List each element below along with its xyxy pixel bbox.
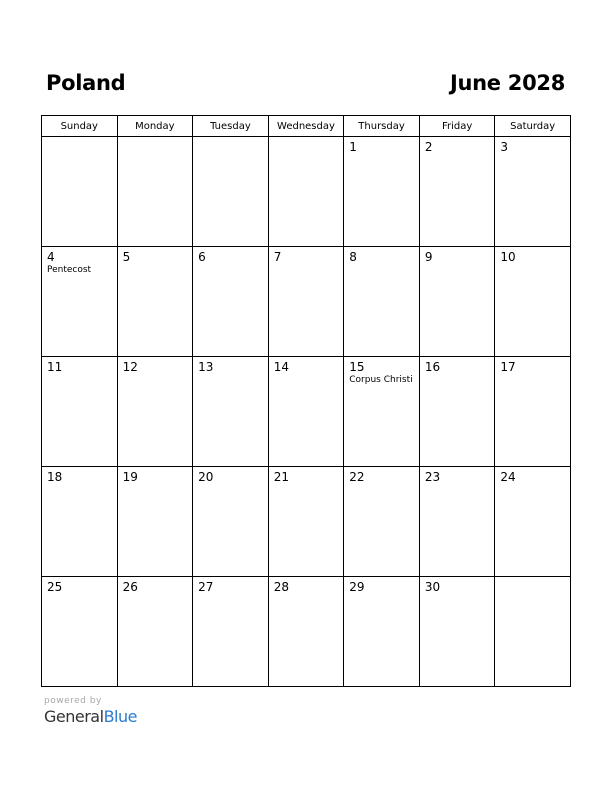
day-cell <box>193 247 269 357</box>
day-number: 16 <box>424 360 441 374</box>
day-cell <box>419 357 495 467</box>
day-cell <box>495 577 571 687</box>
day-number: 27 <box>198 580 214 594</box>
day-number: 20 <box>198 470 214 484</box>
day-number: 17 <box>500 360 516 374</box>
day-cell <box>42 577 118 687</box>
day-cell <box>268 247 344 357</box>
day-number: 4 <box>47 250 55 264</box>
day-cell <box>344 467 420 577</box>
day-cell <box>344 137 420 247</box>
day-cell <box>268 137 344 247</box>
day-number: 8 <box>349 250 357 264</box>
day-number: 26 <box>122 580 138 594</box>
calendar-grid <box>41 115 571 687</box>
day-cell <box>344 577 420 687</box>
day-cell <box>42 137 118 247</box>
brand-part-blue: Blue <box>103 707 137 726</box>
day-number: 13 <box>198 360 214 374</box>
day-cell <box>419 467 495 577</box>
day-cell <box>419 247 495 357</box>
week-row <box>42 357 571 467</box>
day-cell <box>117 467 193 577</box>
day-number: 28 <box>273 580 289 594</box>
day-number: 30 <box>424 580 441 594</box>
footer-branding <box>44 696 137 726</box>
day-cell <box>193 137 269 247</box>
weekday-header: Sunday <box>42 116 118 137</box>
holiday-label: Corpus Christi <box>349 375 413 385</box>
day-cell <box>344 357 420 467</box>
country-title: Poland <box>46 71 126 95</box>
day-number: 9 <box>424 250 433 264</box>
powered-by-text: powered by <box>44 696 102 706</box>
weekday-header: Tuesday <box>193 116 269 137</box>
day-number: 24 <box>500 470 516 484</box>
weekday-header: Thursday <box>344 116 420 137</box>
day-cell <box>42 247 118 357</box>
weekday-header: Wednesday <box>268 116 344 137</box>
day-number: 23 <box>424 470 441 484</box>
day-cell <box>117 357 193 467</box>
day-cell <box>117 247 193 357</box>
day-number: 2 <box>424 140 433 154</box>
day-cell <box>495 357 571 467</box>
day-number: 12 <box>122 360 138 374</box>
month-year-title: June 2028 <box>449 71 565 95</box>
weekday-header: Saturday <box>495 116 571 137</box>
day-number: 3 <box>500 140 509 154</box>
day-number: 14 <box>273 360 289 374</box>
brand-part-general: General <box>44 707 104 726</box>
day-cell <box>42 467 118 577</box>
day-cell <box>268 577 344 687</box>
day-number: 5 <box>122 250 131 264</box>
week-row <box>42 137 571 247</box>
week-row <box>42 467 571 577</box>
day-cell <box>495 467 571 577</box>
day-number: 6 <box>198 250 206 264</box>
day-cell <box>344 247 420 357</box>
day-cell <box>495 137 571 247</box>
week-row <box>42 577 571 687</box>
day-number: 18 <box>47 470 63 484</box>
day-number: 1 <box>349 140 357 154</box>
day-number: 19 <box>122 470 138 484</box>
day-number: 11 <box>47 360 63 374</box>
day-number: 22 <box>349 470 365 484</box>
week-row <box>42 247 571 357</box>
weekday-header: Friday <box>419 116 495 137</box>
day-cell <box>268 357 344 467</box>
day-cell <box>117 577 193 687</box>
day-number: 29 <box>349 580 365 594</box>
holiday-label: Pentecost <box>47 265 92 275</box>
day-cell <box>193 357 269 467</box>
day-cell <box>419 577 495 687</box>
weekday-header-row <box>42 116 571 137</box>
day-number: 7 <box>273 250 282 264</box>
day-cell <box>193 577 269 687</box>
day-number: 25 <box>47 580 63 594</box>
brand-logo <box>44 707 137 726</box>
day-cell <box>268 467 344 577</box>
day-cell <box>193 467 269 577</box>
day-cell <box>419 137 495 247</box>
day-cell <box>42 357 118 467</box>
day-number: 15 <box>349 360 365 374</box>
day-number: 21 <box>273 470 289 484</box>
day-number: 10 <box>500 250 516 264</box>
day-cell <box>495 247 571 357</box>
day-cell <box>117 137 193 247</box>
weekday-header: Monday <box>117 116 193 137</box>
